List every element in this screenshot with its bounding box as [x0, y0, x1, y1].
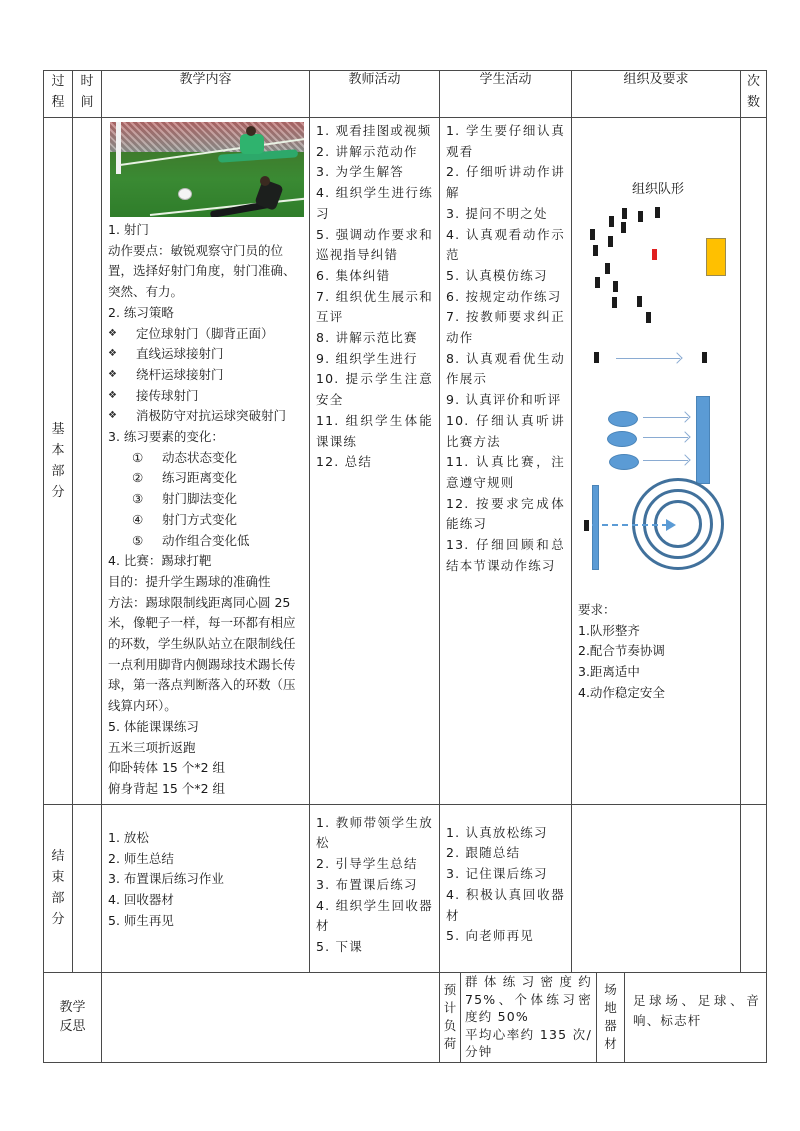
reflection-field[interactable] [102, 972, 440, 1062]
reflection-label: 教学 反思 [44, 972, 102, 1062]
strategy-item: ❖ 定位球射门（脚背正面） [108, 324, 303, 345]
strategy-item: ❖ 接传球射门 [108, 386, 303, 407]
player-icon [638, 211, 643, 222]
header-process: 过程 [44, 71, 73, 118]
header-content: 教学内容 [102, 71, 310, 118]
restriction-line-icon [592, 485, 599, 570]
basic-section-label: 基 本 部 分 [44, 118, 73, 805]
basic-section-row [44, 118, 767, 805]
end-student-cell: 1. 认真放松练习 2. 跟随总结 3. 记住课后练习 4. 积极认真回收器材 5. 向老师再见 [440, 804, 572, 972]
arrow-icon [616, 358, 680, 359]
player-icon [622, 208, 627, 219]
player-icon [594, 352, 599, 363]
ball-oval-icon [607, 431, 637, 447]
diamond-bullet-icon: ❖ [108, 368, 117, 380]
variation-item: ④ 射门方式变化 [132, 511, 238, 527]
variation-item: ① 动态状态变化 [132, 449, 238, 465]
player-icon [590, 229, 595, 240]
load-label: 预 计 负 荷 [440, 972, 461, 1062]
variation-item: ⑤ 动作组合变化低 [132, 532, 250, 548]
end-section-label: 结 束 部 分 [44, 804, 73, 972]
player-icon [595, 277, 600, 288]
header-count: 次数 [741, 71, 767, 118]
venue-label: 场 地 器 材 [597, 972, 625, 1062]
load-value: 群体练习密度约 75%、个体练习密度约 50% 平均心率约 135 次/分钟 [461, 972, 597, 1062]
player-icon [613, 281, 618, 292]
wall-icon [696, 396, 710, 484]
player-icon [621, 222, 626, 233]
player-icon [584, 520, 589, 531]
player-icon [612, 297, 617, 308]
basic-student-cell: 1. 学生要仔细认真观看 2. 仔细听讲动作讲解 3. 提问不明之处 4. 认真观看动作示范 5. 认真模仿练习 6. 按规定动作练习 7. 按教师要求纠正动作 8. 认真观看优生动作展示 9. 认真评价和听评 10. 仔细认真听讲比赛方法 11. 认真比赛，注意遵守规则 12. 按要求完成体能练习 13. 仔细回顾和总结本节课动作练习 [440, 118, 572, 805]
player-icon [702, 352, 707, 363]
requirements: 要求： 1.队形整齐 2.配合节奏协调 3.距离适中 4.动作稳定安全 [578, 602, 665, 700]
formation-diagram [572, 118, 740, 700]
end-organization-cell [572, 804, 741, 972]
strategy-item: ❖ 绕杆运球接射门 [108, 365, 303, 386]
end-section-time [73, 804, 102, 972]
arrow-head-icon [666, 519, 676, 531]
organization-cell [572, 118, 741, 805]
player-icon [608, 236, 613, 247]
player-icon [609, 216, 614, 227]
lesson-plan-table [43, 70, 767, 973]
formation-title: 组织队形 [632, 182, 685, 197]
strategy-item: ❖ 直线运球接射门 [108, 344, 303, 365]
end-section-count [741, 804, 767, 972]
footer-row [44, 972, 767, 1062]
basic-section-count [741, 118, 767, 805]
variation-item: ② 练习距离变化 [132, 470, 238, 486]
basic-section-time [73, 118, 102, 805]
end-section-row [44, 804, 767, 972]
header-time: 时间 [73, 71, 102, 118]
variation-item: ③ 射门脚法变化 [132, 491, 238, 507]
goal-icon [706, 238, 726, 276]
venue-value: 足球场、足球、音响、标志杆 [625, 972, 767, 1062]
footer-table [43, 972, 767, 1063]
dashed-arrow-icon [592, 524, 668, 526]
lesson-plan-page [43, 70, 766, 1063]
diamond-bullet-icon: ❖ [108, 327, 117, 339]
header-row [44, 71, 767, 118]
player-icon [646, 312, 651, 323]
arrow-icon [643, 460, 688, 461]
ball-oval-icon [609, 454, 639, 470]
diamond-bullet-icon: ❖ [108, 410, 117, 422]
ball-oval-icon [608, 411, 638, 427]
player-icon [637, 296, 642, 307]
strategy-item: ❖ 消极防守对抗运球突破射门 [108, 406, 303, 427]
header-organization: 组织及要求 [572, 71, 741, 118]
teacher-icon [652, 249, 657, 260]
arrow-icon [643, 437, 688, 438]
arrow-icon [643, 417, 688, 418]
diamond-bullet-icon: ❖ [108, 348, 117, 360]
basic-content-cell: 1. 射门 动作要点：敏锐观察守门员的位置，选择好射门角度，射门准确、突然、有力。 2. 练习策略 ❖ 定位球射门（脚背正面） ❖ 直线运球接射门 ❖ 绕杆运球接射门 ❖ 接传球射门 ❖ 消极防守对抗运球突破射门 3. 练习要素的变化： ① 动态状态变化 ② 练习距离变化 ③ 射门脚法变化 ④ 射门方式变化 ⑤ 动作组合变化低 4. 比赛：踢球打靶 目的：提升学生踢球的准确性 方法：踢球限制线距离同心圆 25 米，像靶子一样，每一环都有相应的环数，学生纵队站立在限制线任一点利用脚背内侧踢球技术踢长传球，第一落点判断落入的环数（压线算内环）。 5. 体能课课练习 五米三项折返跑 仰卧转体 15 个*2 组 俯身背起 15 个*2 组 [102, 118, 310, 805]
basic-teacher-cell: 1. 观看挂图或视频 2. 讲解示范动作 3. 为学生解答 4. 组织学生进行练习 5. 强调动作要求和巡视指导纠错 6. 集体纠错 7. 组织优生展示和互评 8. 讲解示范比赛 9. 组织学生进行 10. 提示学生注意安全 11. 组织学生体能课课练 12. 总结 [310, 118, 440, 805]
player-icon [605, 263, 610, 274]
player-icon [593, 245, 598, 256]
end-teacher-cell: 1. 教师带领学生放松 2. 引导学生总结 3. 布置课后练习 4. 组织学生回收器材 5. 下课 [310, 804, 440, 972]
player-icon [655, 207, 660, 218]
diamond-bullet-icon: ❖ [108, 389, 117, 401]
end-content-cell: 1. 放松 2. 师生总结 3. 布置课后练习作业 4. 回收器材 5. 师生再见 [102, 804, 310, 972]
header-student: 学生活动 [440, 71, 572, 118]
soccer-shot-photo [110, 122, 304, 217]
header-teacher: 教师活动 [310, 71, 440, 118]
ball-icon [178, 188, 192, 200]
